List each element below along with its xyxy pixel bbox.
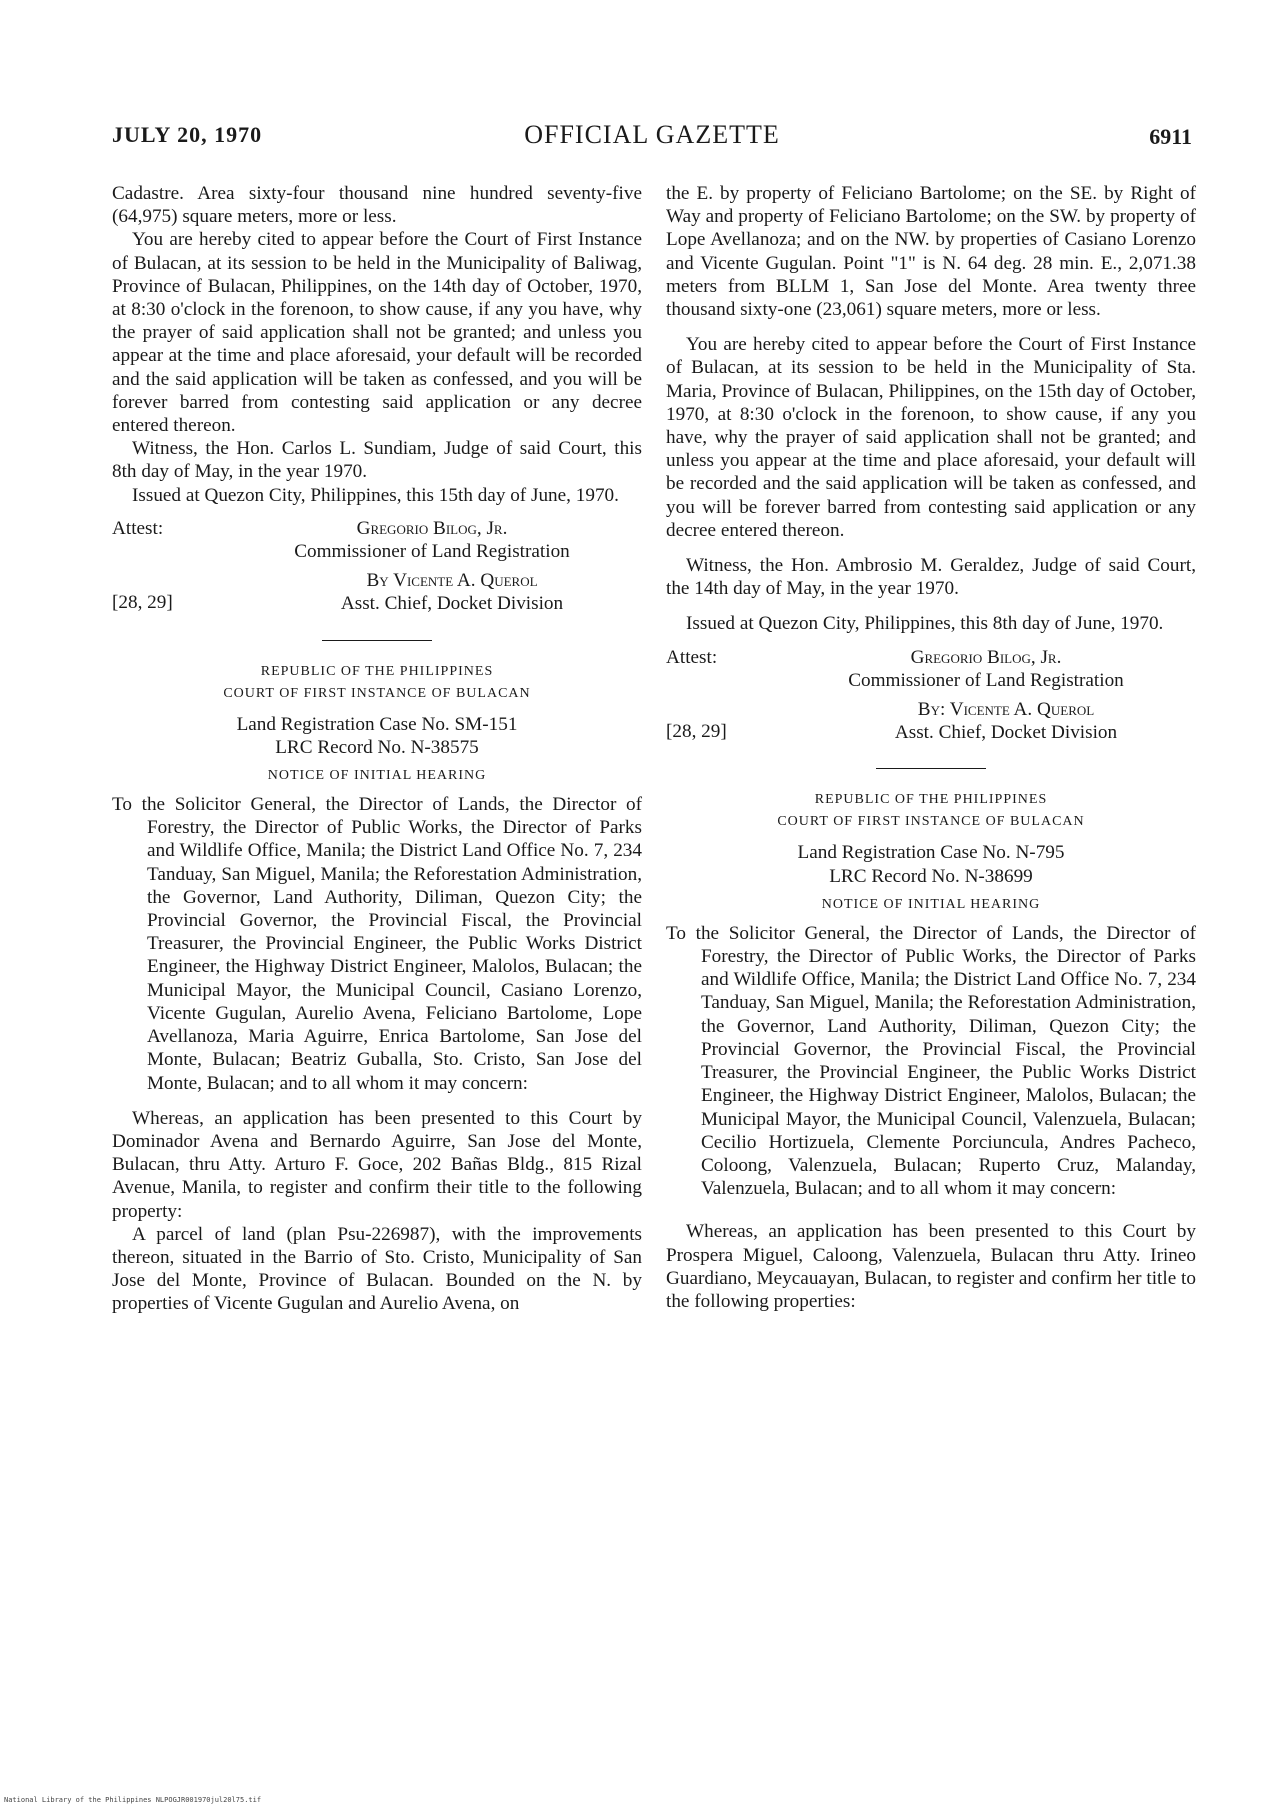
paragraph: Issued at Quezon City, Philippines, this 15th day of June, 1970. [132, 484, 619, 506]
section-divider [876, 768, 986, 769]
republic-heading: REPUBLIC OF THE PHILIPPINES [260, 663, 494, 679]
signatory-title: Asst. Chief, Docket Division [894, 722, 1118, 744]
paragraph: You are hereby cited to appear before the Court of First Instance of Bulacan, at its session to be held in the Municipality of Baliwag, Province of Bulacan, Philippines, on the 14th day of October, 1970, at 8:30 o'clock in the forenoon, to show cause, if any you have, why the prayer of said application shall not be granted; and unless you appear at the time and place aforesaid, your default will be recorded and the said application will be taken as confessed, and you will be forever barred from contesting said application or any decree entered thereon. [112, 229, 642, 437]
scan-footer: National Library of the Philippines NLPOGJR001970jul20l75.tif [4, 1796, 262, 1804]
page-header [112, 118, 1192, 158]
paragraph: Whereas, an application has been presented to this Court by Prospera Miguel, Caloong, Valenzuela, Bulacan thru Atty. Irineo Guardiano, Meycauayan, Bulacan, to register and confirm her title to the following properties: [666, 1221, 1196, 1312]
case-number: Land Registration Case No. SM-151 [236, 713, 518, 735]
left-column [112, 182, 642, 1316]
paragraph: Cadastre. Area sixty-four thousand nine hundred seventy-five (64,975) square meters, more or less. [112, 183, 642, 228]
paragraph: Whereas, an application has been presented to this Court by Dominador Avena and Bernardo Aguirre, San Jose del Monte, Bulacan, thru Atty. Arturo F. Goce, 202 Bañas Bldg., 815 Rizal Avenue, Manila, to register and confirm their title to the following property: [112, 1107, 642, 1222]
signatory-name: By: Vicente A. Querol [917, 699, 1095, 721]
paragraph: Witness, the Hon. Ambrosio M. Geraldez, Judge of said Court, the 14th day of May, in the year 1970. [666, 555, 1196, 600]
publication-title: OFFICIAL GAZETTE [524, 120, 780, 149]
signatory-name: By Vicente A. Querol [366, 570, 538, 592]
page-number: 6911 [1149, 124, 1192, 149]
attest-label: Attest: [112, 517, 164, 539]
case-number: Land Registration Case No. N-795 [797, 842, 1065, 864]
addressees-paragraph: To the Solicitor General, the Director of Lands, the Director of Forestry, the Director of Public Works, the Director of Parks and Wildlife Office, Manila; the District Land Office No. 7, 234 Tanduay, San Miguel, Manila; the Reforestation Administration, the Governor, Land Authority, Diliman, Quezon City; the Provincial Governor, the Provincial Fiscal, the Provincial Treasurer, the Provincial Engineer, the Public Works District Engineer, the Highway District Engineer, Malolos, Bulacan; the Municipal Mayor, the Municipal Council, Valenzuela, Bulacan; Cecilio Hortizuela, Clemente Porciuncula, Andres Pacheco, Coloong, Valenzuela, Bulacan; Ruperto Cruz, Malanday, Valenzuela, Bulacan; and to all whom it may concern: [666, 922, 1196, 1200]
issue-numbers: [28, 29] [666, 721, 727, 743]
signatory-title: Asst. Chief, Docket Division [340, 593, 564, 615]
paragraph: the E. by property of Feliciano Bartolome; on the SE. by Right of Way and property of Feliciano Bartolome; on the SW. by property of Lope Avellanoza; and on the NW. by properties of Casiano Lorenzo and Vicente Gugulan. Point "1" is N. 64 deg. 28 min. E., 2,071.38 meters from BLLM 1, San Jose del Monte. Area twenty three thousand sixty-one (23,061) square meters, more or less. [666, 183, 1196, 321]
signature-block [666, 698, 1196, 744]
signature-block [112, 569, 642, 615]
paragraph: Issued at Quezon City, Philippines, this 8th day of June, 1970. [686, 613, 1164, 635]
record-number: LRC Record No. N-38575 [275, 736, 479, 758]
attest-label: Attest: [666, 646, 718, 668]
commissioner-title: Commissioner of Land Registration [294, 541, 570, 563]
issue-date: JULY 20, 1970 [112, 122, 263, 147]
attest-block [112, 517, 642, 563]
attest-block [666, 646, 1196, 692]
court-heading: COURT OF FIRST INSTANCE OF BULACAN [223, 685, 531, 701]
addressees-paragraph: To the Solicitor General, the Director of Lands, the Director of Forestry, the Director of Public Works, the Director of Parks and Wildlife Office, Manila; the District Land Office No. 7, 234 Tanduay, San Miguel, Manila; the Reforestation Administration, the Governor, Land Authority, Diliman, Quezon City; the Provincial Governor, the Provincial Fiscal, the Provincial Treasurer, the Provincial Engineer, the Public Works District Engineer, the Highway District Engineer, Malolos, Bulacan; the Municipal Mayor, the Municipal Council, Casiano Lorenzo, Vicente Gugulan, Aurelio Avena, Feliciano Bartolome, Lope Avellanoza, Maria Aguirre, Enrica Bartolome, San Jose del Monte, Bulacan; Beatriz Guballa, Sto. Cristo, San Jose del Monte, Bulacan; and to all whom it may concern: [112, 794, 642, 1094]
notice-heading: NOTICE OF INITIAL HEARING [821, 896, 1041, 912]
republic-heading: REPUBLIC OF THE PHILIPPINES [814, 792, 1048, 808]
issue-numbers: [28, 29] [112, 592, 173, 614]
paragraph: You are hereby cited to appear before the Court of First Instance of Bulacan, at its session to be held in the Municipality of Sta. Maria, Province of Bulacan, Philippines, on the 15th day of October, 1970, at 8:30 o'clock in the forenoon, to show cause, if any you have, why the prayer of said application shall not be granted; and unless you appear at the time and place aforesaid, your default will be recorded and the said application will be taken as confessed, and you will be forever barred from contesting said application or any decree entered thereon. [666, 334, 1196, 541]
commissioner-name: Gregorio Bilog, Jr. [910, 646, 1062, 668]
section-divider [322, 640, 432, 641]
paragraph: A parcel of land (plan Psu-226987), with the improvements thereon, situated in the Barrio of Sto. Cristo, Municipality of San Jose del Monte, Province of Bulacan. Bounded on the N. by properties of Vicente Gugulan and Aurelio Avena, on [112, 1223, 642, 1315]
commissioner-title: Commissioner of Land Registration [848, 669, 1124, 691]
right-column [666, 182, 1196, 1313]
record-number: LRC Record No. N-38699 [829, 865, 1033, 887]
paragraph: Witness, the Hon. Carlos L. Sundiam, Judge of said Court, this 8th day of May, in the year 1970. [112, 438, 642, 483]
court-heading: COURT OF FIRST INSTANCE OF BULACAN [777, 814, 1085, 830]
notice-heading: NOTICE OF INITIAL HEARING [267, 768, 487, 784]
commissioner-name: Gregorio Bilog, Jr. [356, 517, 508, 539]
